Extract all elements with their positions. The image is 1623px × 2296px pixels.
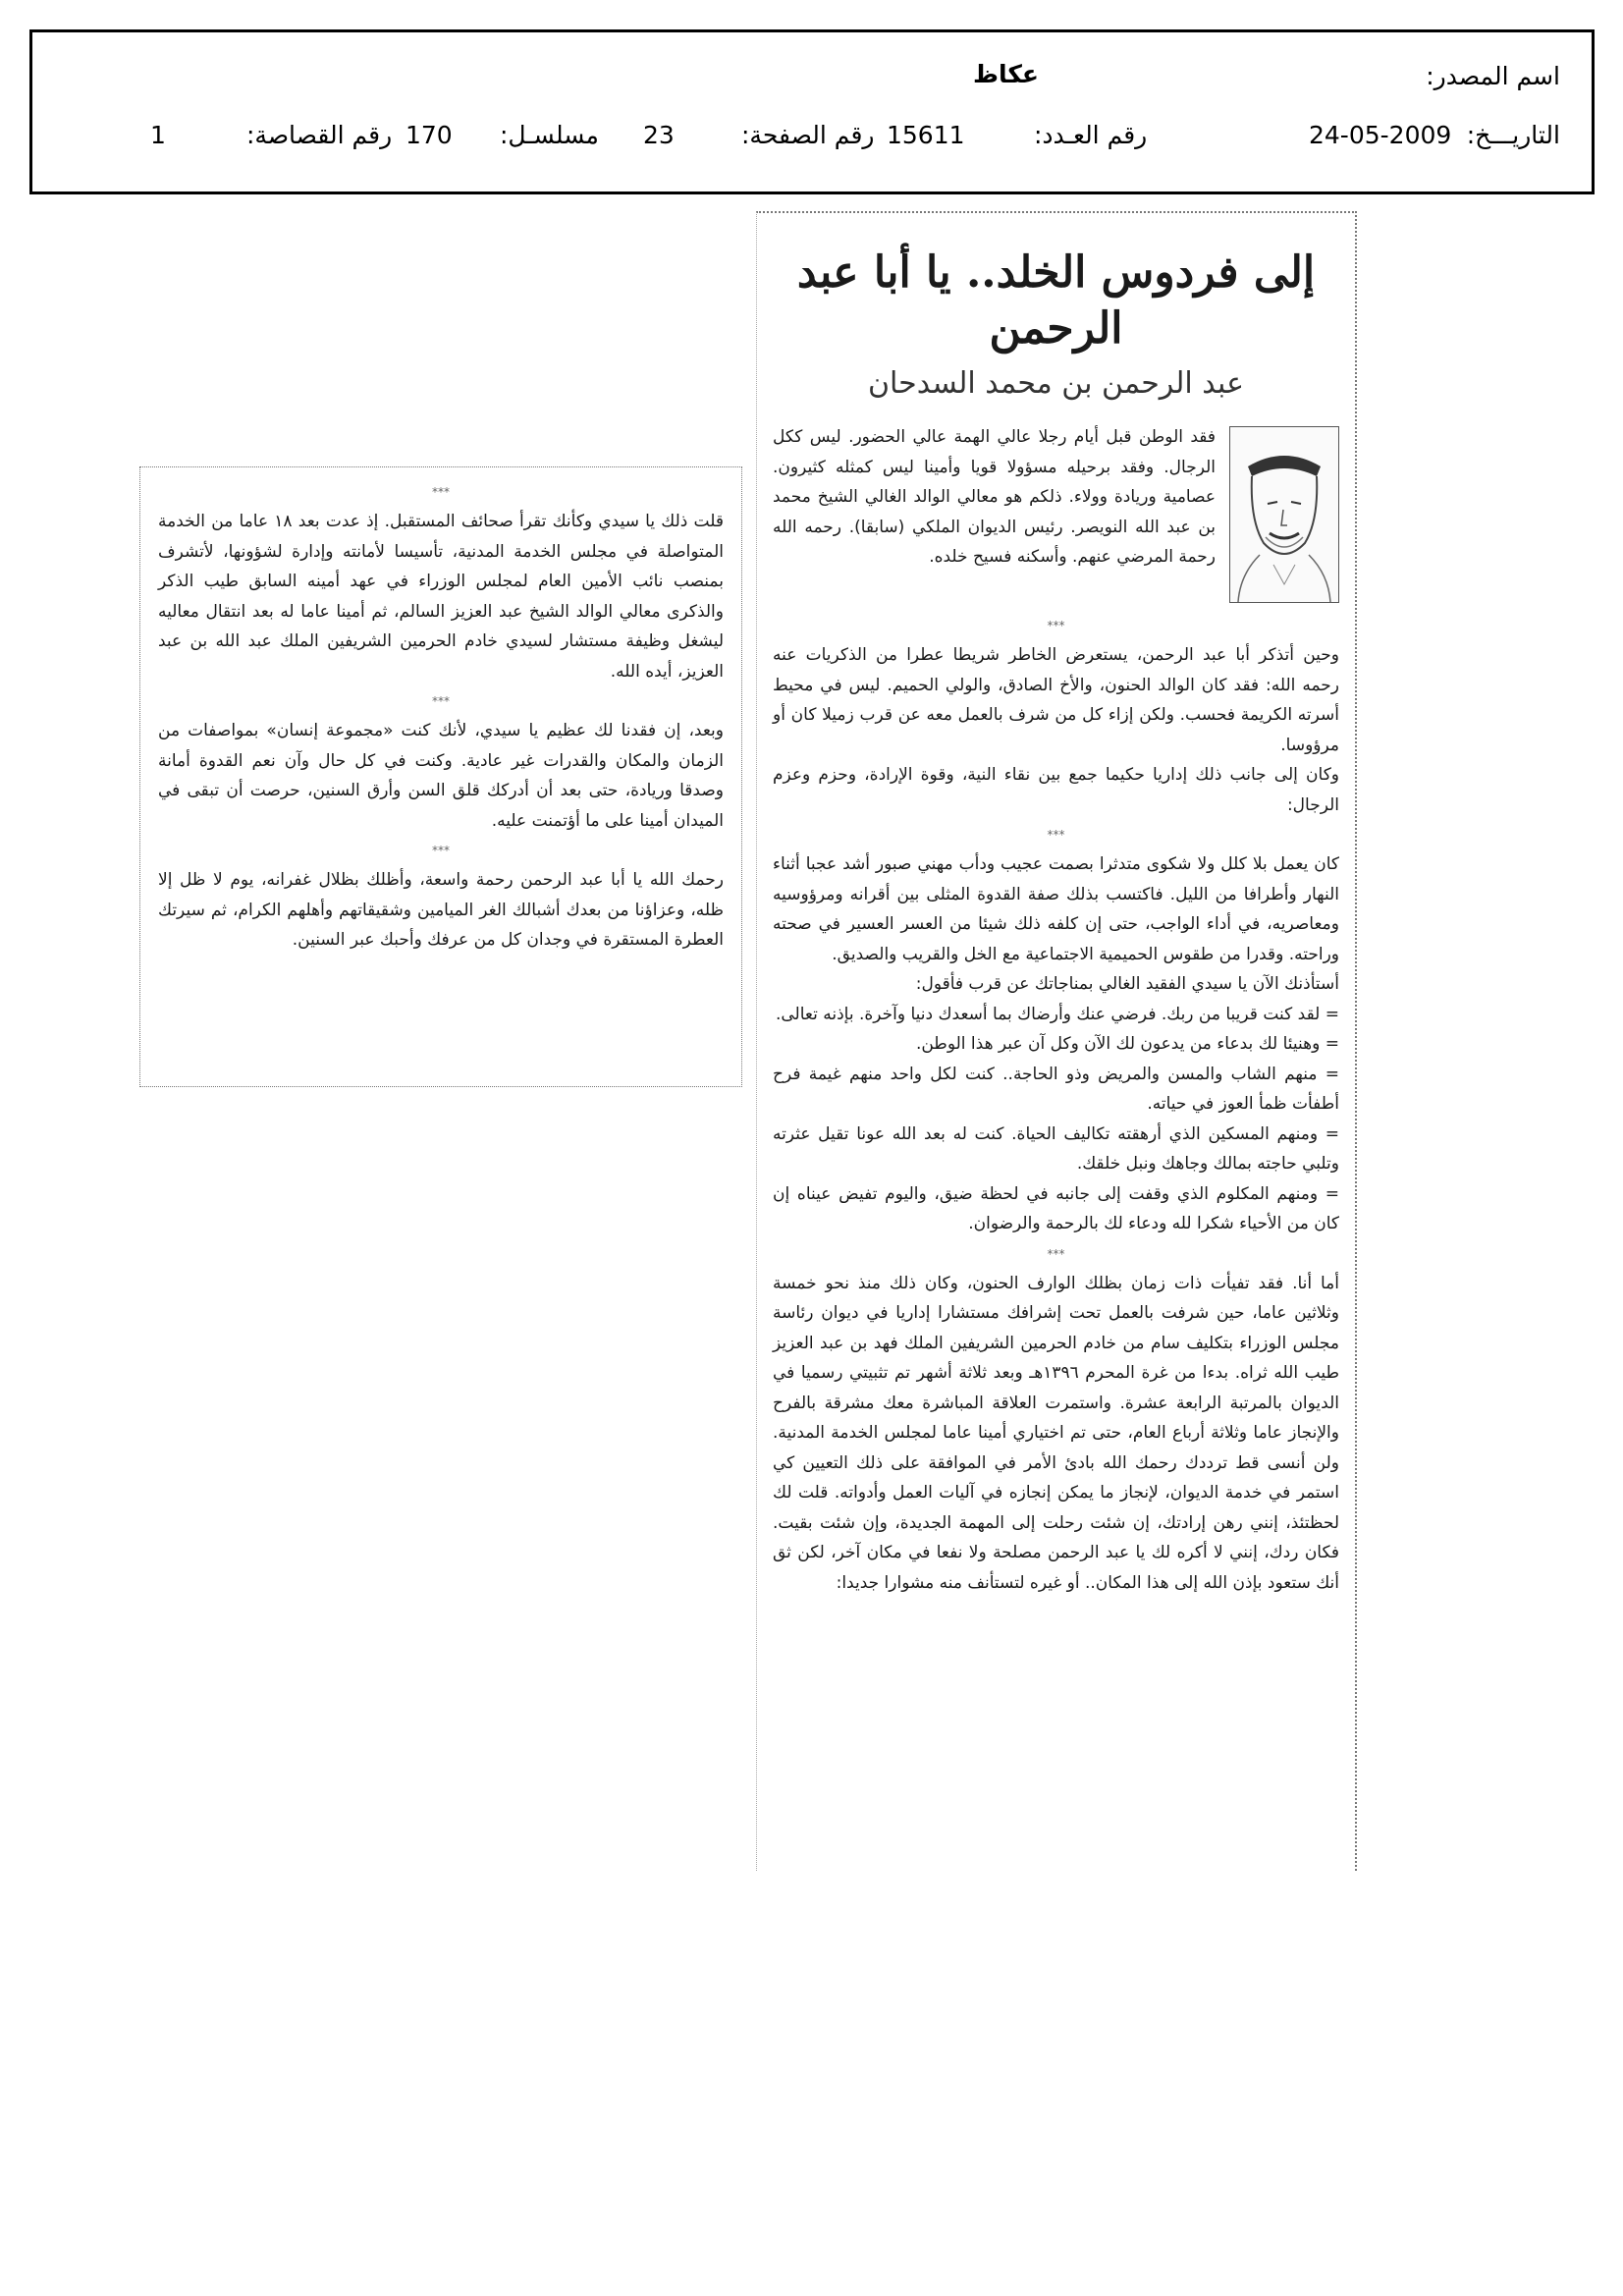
list-item: = ومنهم المسكين الذي أرهقته تكاليف الحياة. كنت له بعد الله عونا تقيل عثرته وتلبي حاجته بمالك وجاهك ونبل خلقك. xyxy=(773,1123,1339,1175)
separator: *** xyxy=(432,694,450,708)
paragraph-4: أستأذنك الآن يا سيدي الفقيد الغالي بمناجاتك عن قرب فأقول: xyxy=(915,974,1339,995)
article-continuation-column xyxy=(139,466,742,1087)
left-paragraph-2: وبعد، إن فقدنا لك عظيم يا سيدي، لأنك كنت «مجموعة إنسان» بمواصفات من الزمان والمكان والقدرات غير عادية. وكنت في كل حال وآن نعم القدوة أمانة وصدقا وريادة، حتى بعد أن أدركك قلق السن وأرق السنين، حرصت أن تبقى في الميدان أمينا على ما أؤتمنت عليه. xyxy=(158,721,724,831)
serial-label: مسلسـل: xyxy=(500,121,599,149)
separator: *** xyxy=(1047,619,1065,633)
issue-value: 15611 xyxy=(887,121,965,149)
man-portrait-sketch-icon xyxy=(1230,427,1338,602)
page-value: 23 xyxy=(643,121,675,149)
separator: *** xyxy=(1047,1246,1065,1261)
clipping-value: 1 xyxy=(150,121,166,149)
article-byline: عبد الرحمن بن محمد السدحان xyxy=(867,366,1244,402)
separator: *** xyxy=(432,844,450,857)
separator: *** xyxy=(432,485,450,499)
list-item: = منهم الشاب والمسن والمريض وذو الحاجة.. كنت لكل واحد منهم غيمة فرح أطفأت ظمأ العوز في حياته. xyxy=(773,1064,1339,1115)
source-value: عكاظ xyxy=(973,60,1039,88)
separator: *** xyxy=(1047,828,1065,843)
page-label: رقم الصفحة: xyxy=(741,121,875,149)
serial-value: 170 xyxy=(406,121,453,149)
date-label: التاريـــخ: xyxy=(1466,121,1560,149)
date-value: 24-05-2009 xyxy=(1309,121,1452,149)
header-box xyxy=(29,29,1595,194)
intro-paragraph: فقد الوطن قبل أيام رجلا عالي الهمة عالي الحضور. ليس ككل الرجال. وفقد برحيله مسؤولا قويا وأمينا ليس كمثله كثيرون. عصامية وريادة وولاء. ذلكم هو معالي الوالد الغالي الشيخ محمد بن عبد الله النويصر. رئيس الديوان الملكي (سابقا). رحمه الله رحمة المرضي عنهم. وأسكنه فسيح خلده. xyxy=(773,427,1216,568)
paragraph-3: كان يعمل بلا كلل ولا شكوى متدثرا بصمت عجيب ودأب مهني صبور أشد عجبا أثناء النهار وأطرافا من الليل. فاكتسب بذلك صفة القدوة المثلى بين أقرانه ومرؤوسيه ومعاصريه، في أداء الواجب، حتى إن كلفه ذلك شيئا من العسر العسير في صحته وراحته. وقدرا من طقوس الحميمية الاجتماعية مع الخل والقريب والصديق. xyxy=(773,854,1339,964)
list-item: = ومنهم المكلوم الذي وقفت إلى جانبه في لحظة ضيق، واليوم تفيض عيناه إن كان من الأحياء شكرا لله ودعاء لك بالرحمة والرضوان. xyxy=(773,1183,1339,1234)
article-intro xyxy=(773,422,1339,611)
paragraph-2: وكان إلى جانب ذلك إداريا حكيما جمع بين نقاء النية، وقوة الإرادة، وحزم وعزم الرجال: xyxy=(773,765,1339,815)
left-paragraph-1: قلت ذلك يا سيدي وكأنك تقرأ صحائف المستقبل. إذ عدت بعد ١٨ عاما من الخدمة المتواصلة في مجلس الخدمة المدنية، تأسيسا لأمانته وإدارة لشؤونها، لأتشرف بمنصب نائب الأمين العام لمجلس الوزراء في عهد أمينه السابق طيب الذكر والذكرى معالي الوالد الشيخ عبد العزيز السالم، ثم أمينا عاما له بعد انتقال معاليه ليشغل وظيفة مستشار لسيدي خادم الحرمين الشريفين الملك عبد الله بن عبد العزيز، أيده الله. xyxy=(158,512,724,682)
left-paragraph-3: رحمك الله يا أبا عبد الرحمن رحمة واسعة، وأظلك بظلال غفرانه، يوم لا ظل إلا ظله، وعزاؤنا من بعدك أشبالك الغر الميامين وشقيقاتهم وأهلهم الكرام، ثم سيرتك العطرة المستقرة في وجدان كل من عرفك وأحبك عبر السنين. xyxy=(158,870,724,950)
paragraph-1: وحين أتذكر أبا عبد الرحمن، يستعرض الخاطر شريطا عطرا من الذكريات عنه رحمه الله: فقد كان الوالد الحنون، والأخ الصادق، والولي الحميم. ليس في محيط أسرته الكريمة فحسب. ولكن إزاء كل من شرف بالعمل معه عن قرب زميلا كان أو مرؤوسا. xyxy=(773,645,1339,755)
list-item: = وهنيئا لك بدعاء من يدعون لك الآن وكل آن عبر هذا الوطن. xyxy=(915,1034,1339,1055)
source-label: اسم المصدر: xyxy=(1426,62,1560,90)
paragraph-5: أما أنا. فقد تفيأت ذات زمان بظلك الوارف الحنون، وكان ذلك منذ نحو خمسة وثلاثين عاما، حين شرفت بالعمل تحت إشرافك مستشارا إداريا في ديوان رئاسة مجلس الوزراء بتكليف سام من خادم الحرمين الشريفين الملك فهد بن عبد العزيز طيب الله ثراه. بدءا من غرة المحرم ١٣٩٦هـ وبعد ثلاثة أشهر تم تثبيتي رسميا في الديوان بالمرتبة الرابعة عشرة. واستمرت العلاقة المباشرة معك مشرقة بالفرح والإنجاز عاما وثلاثة أرباع العام، حتى تم اختياري أمينا عاما لمجلس الخدمة المدنية. ولن أنسى قط ترددك رحمك الله بادئ الأمر في الموافقة على ذلك التعيين كي استمر في خدمة الديوان، لإنجاز ما يمكن إنجازه في آليات العمل وأدواته. قلت لك لحظتئذ، إنني رهن إرادتك، إن شئت رحلت إلى المهمة الجديدة، وإن شئت بقيت. فكان ردك، إنني لا أكره لك يا عبد الرحمن مصلحة ولا نفعا في مكان آخر، لكن ثق أنك ستعود بإذن الله إلى هذا المكان.. أو غيره لتستأنف منه مشوارا جديدا: xyxy=(773,1273,1339,1593)
prayer-list xyxy=(773,1000,1339,1239)
article-headline: إلى فردوس الخلد.. يا أبا عبد الرحمن xyxy=(796,247,1316,355)
article-main-column xyxy=(756,211,1357,1871)
issue-label: رقم العـدد: xyxy=(1034,121,1148,149)
portrait-photo xyxy=(1229,426,1339,603)
list-item: = لقد كنت قريبا من ربك. فرضي عنك وأرضاك بما أسعدك دنيا وآخرة. بإذنه تعالى. xyxy=(775,1004,1339,1024)
clipping-label: رقم القصاصة: xyxy=(246,121,393,149)
